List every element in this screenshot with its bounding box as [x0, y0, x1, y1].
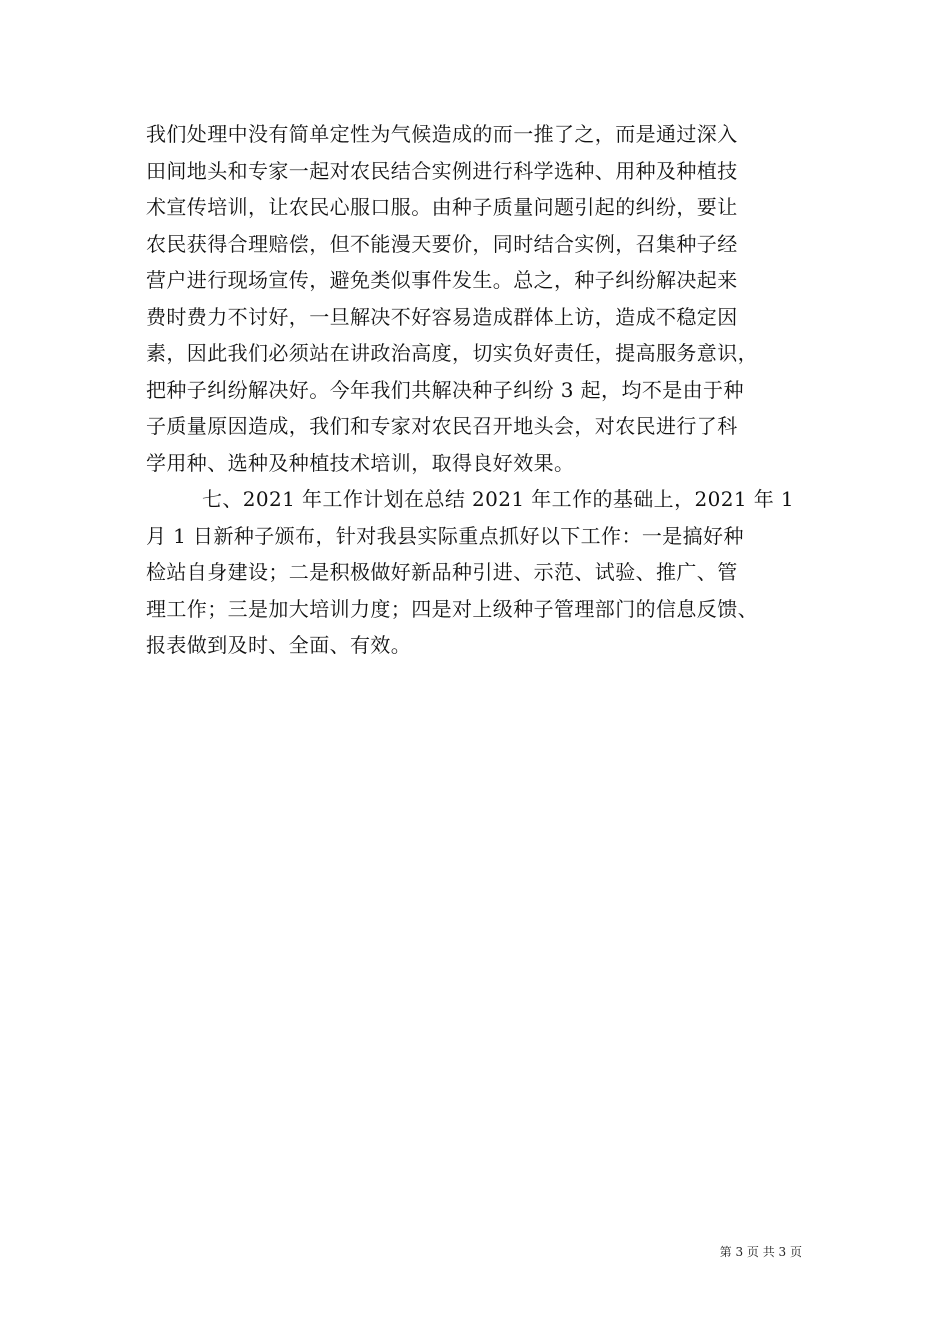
text-line: 营户进行现场宣传，避免类似事件发生。总之，种子纠纷解决起来 — [146, 268, 738, 292]
paragraph-seed-disputes — [146, 116, 826, 481]
page-number-footer: 第 3 页 共 3 页 — [719, 1245, 802, 1259]
text-line: 学用种、选种及种植技术培训，取得良好效果。 — [146, 450, 575, 475]
text-line: 费时费力不讨好，一旦解决不好容易造成群体上访，造成不稳定因 — [146, 304, 738, 329]
text-line: 月 1 日新种子颁布，针对我县实际重点抓好以下工作：一是搞好种 — [146, 523, 744, 548]
text-line: 素，因此我们必须站在讲政治高度，切实负好责任，提高服务意识， — [146, 341, 758, 365]
text-line: 报表做到及时、全面、有效。 — [146, 633, 412, 657]
text-line: 检站自身建设；二是积极做好新品种引进、示范、试验、推广、管 — [146, 560, 738, 584]
text-line: 术宣传培训，让农民心服口服。由种子质量问题引起的纠纷，要让 — [146, 195, 738, 219]
text-line: 把种子纠纷解决好。今年我们共解决种子纠纷 3 起，均不是由于种 — [146, 377, 744, 402]
text-line: 田间地头和专家一起对农民结合实例进行科学选种、用种及种植技 — [146, 158, 738, 183]
text-line: 七、2021 年工作计划在总结 2021 年工作的基础上，2021 年 1 — [202, 487, 795, 511]
document-body — [146, 116, 826, 664]
text-line: 子质量原因造成，我们和专家对农民召开地头会，对农民进行了科 — [146, 414, 738, 438]
paragraph-work-plan — [146, 481, 826, 664]
text-line: 我们处理中没有简单定性为气候造成的而一推了之，而是通过深入 — [146, 122, 738, 146]
text-line: 理工作；三是加大培训力度；四是对上级种子管理部门的信息反馈、 — [146, 596, 758, 621]
text-line: 农民获得合理赔偿，但不能漫天要价，同时结合实例，召集种子经 — [146, 231, 738, 256]
